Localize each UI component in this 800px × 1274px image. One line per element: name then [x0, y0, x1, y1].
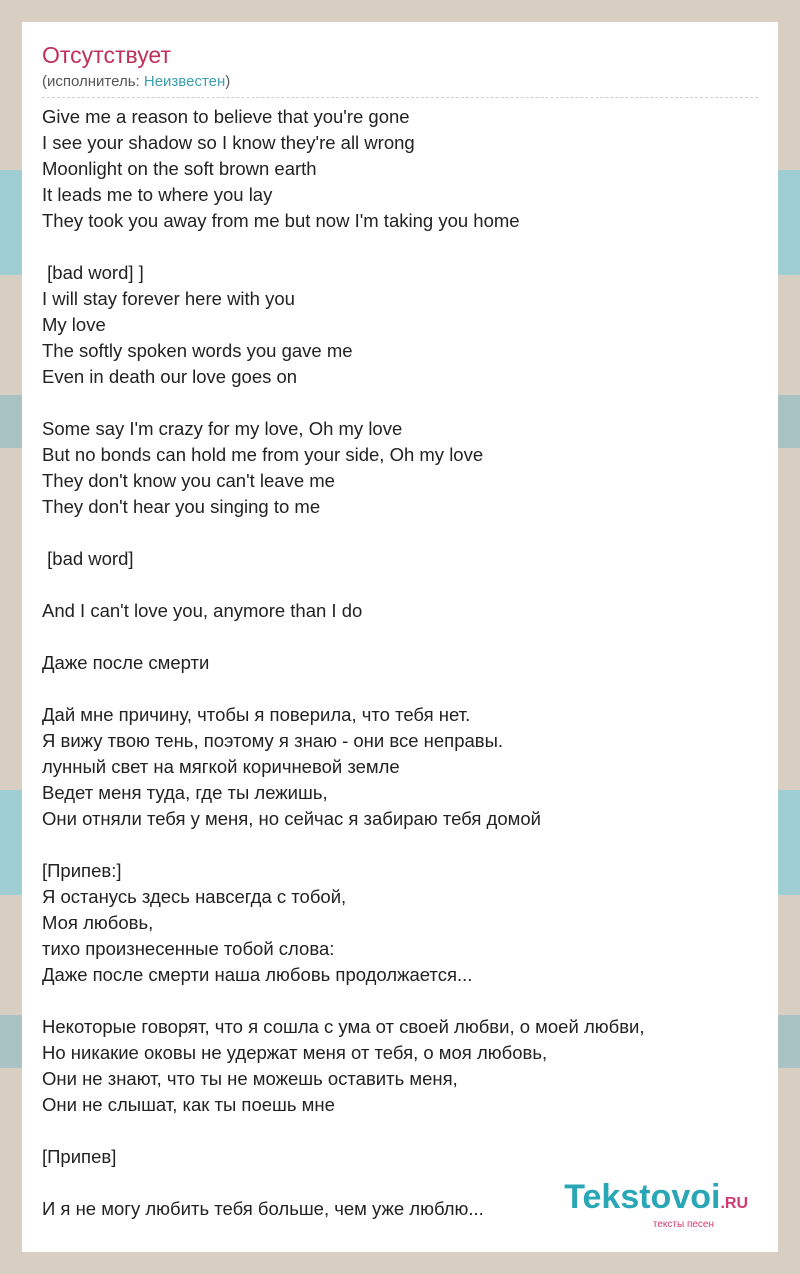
artist-line	[42, 73, 230, 90]
artist-suffix: )	[225, 73, 231, 90]
lyric-line	[42, 832, 645, 858]
lyric-line: I will stay forever here with you	[42, 288, 295, 309]
lyric-line	[42, 1170, 645, 1196]
artist-link[interactable]: Неизвестен	[143, 73, 226, 90]
lyric-line: Даже после смерти	[42, 652, 210, 673]
lyric-line: Они не слышат, как ты поешь мне	[42, 1094, 335, 1115]
lyric-line: Но никакие оковы не удержат меня от тебя, о моя любовь,	[42, 1042, 548, 1063]
lyric-line: I see your shadow so I know they're all wrong	[42, 132, 415, 153]
lyric-line: Некоторые говорят, что я сошла с ума от своей любви, о моей любви,	[42, 1016, 645, 1037]
lyric-line: тихо произнесенные тобой слова:	[42, 938, 335, 959]
logo-name: Tekstovoi	[564, 1178, 721, 1216]
lyric-line: [bad word]	[42, 548, 134, 569]
lyric-line	[42, 520, 645, 546]
lyric-line: Дай мне причину, чтобы я поверила, что тебя нет.	[42, 704, 471, 725]
lyric-line: Give me a reason to believe that you're gone	[42, 106, 410, 127]
lyric-line	[42, 572, 645, 598]
lyric-line: [Припев:]	[42, 860, 122, 881]
lyric-line	[42, 624, 645, 650]
lyric-line: Я вижу твою тень, поэтому я знаю - они все неправы.	[42, 730, 504, 751]
lyric-line: Моя любовь,	[42, 912, 154, 933]
site-logo[interactable]	[564, 1180, 748, 1230]
lyric-line	[42, 234, 645, 260]
lyric-line: Some say I'm crazy for my love, Oh my love	[42, 418, 403, 439]
lyric-line: Moonlight on the soft brown earth	[42, 158, 317, 179]
lyric-line	[42, 676, 645, 702]
lyric-line	[42, 1118, 645, 1144]
artist-prefix: (исполнитель:	[42, 73, 144, 90]
lyric-line: [bad word] ]	[42, 262, 144, 283]
song-title: Отсутствует	[42, 42, 171, 68]
lyric-line: Even in death our love goes on	[42, 366, 298, 387]
lyric-line: Я останусь здесь навсегда с тобой,	[42, 886, 347, 907]
lyric-line: It leads me to where you lay	[42, 184, 273, 205]
lyric-line: They took you away from me but now I'm taking you home	[42, 210, 520, 231]
lyric-line: лунный свет на мягкой коричневой земле	[42, 756, 400, 777]
lyrics-card	[22, 22, 778, 1252]
lyric-line: They don't hear you singing to me	[42, 496, 321, 517]
lyrics-text	[42, 104, 645, 1222]
lyric-line: My love	[42, 314, 106, 335]
lyric-line	[42, 390, 645, 416]
lyric-line	[42, 988, 645, 1014]
title-divider	[42, 97, 758, 98]
lyric-line: И я не могу любить тебя больше, чем уже люблю...	[42, 1198, 484, 1219]
lyric-line: The softly spoken words you gave me	[42, 340, 353, 361]
lyric-line: And I can't love you, anymore than I do	[42, 600, 363, 621]
lyric-line: Они не знают, что ты не можешь оставить меня,	[42, 1068, 458, 1089]
lyric-line: They don't know you can't leave me	[42, 470, 335, 491]
logo-tagline: тексты песен	[652, 1219, 714, 1230]
lyric-line: Ведет меня туда, где ты лежишь,	[42, 782, 328, 803]
lyric-line: Они отняли тебя у меня, но сейчас я забираю тебя домой	[42, 808, 541, 829]
lyric-line: [Припев]	[42, 1146, 117, 1167]
logo-tld: .RU	[720, 1195, 748, 1212]
lyric-line: But no bonds can hold me from your side, Oh my love	[42, 444, 484, 465]
lyric-line: Даже после смерти наша любовь продолжается...	[42, 964, 473, 985]
